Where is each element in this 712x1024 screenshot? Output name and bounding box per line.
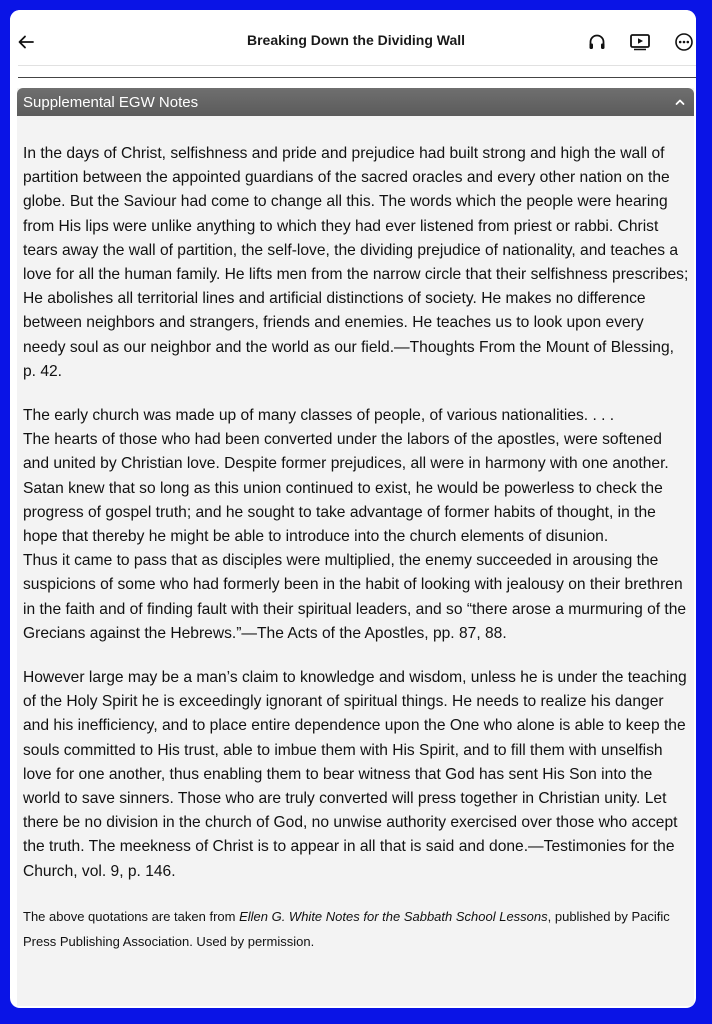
paragraph: [23, 404, 689, 646]
top-divider: [18, 65, 696, 66]
note-text: The above quotations are taken from: [23, 908, 240, 924]
headphones-icon: [587, 32, 607, 52]
page-title: Breaking Down the Dividing Wall: [246, 32, 466, 48]
top-bar: [10, 10, 696, 68]
app-window: [10, 10, 696, 1008]
attribution-note: [23, 904, 689, 954]
more-options-icon: [674, 32, 694, 52]
content-divider: [18, 77, 696, 78]
paragraph: In the days of Christ, selfishness and pride and prejudice had built strong and high the wall of partition between the appointed guardians of the sacred oracles and every other nation on the globe. But the Saviour had come to change all this. The words which the people were hearing from His lips were unlike anything to which they had ever listened from priest or rabbi. Christ tears away the wall of partition, the self-love, the dividing prejudice of nationality, and teaches a love for all the human family. He lifts men from the narrow circle that their selfishness prescribes; He abolishes all territorial lines and artificial distinctions of society. He makes no difference between neighbors and strangers, friends and enemies. He teaches us to look upon every needy soul as our neighbor and the world as our field.—Thoughts From the Mount of Blessing, p. 42.: [23, 145, 689, 380]
paragraph-line: Thus it came to pass that as disciples were multiplied, the enemy succeeded in arousing the suspicions of some who had formerly been in the habit of looking with jealousy on their brethren in the faith and of finding fault with their spiritual leaders, and so “there arose a murmuring of the Grecians against the Hebrews.”—The Acts of the Apostles, pp. 87, 88.: [23, 552, 687, 642]
paragraph: However large may be a man’s claim to knowledge and wisdom, unless he is under the teaching of the Holy Spirit he is exceedingly ignorant of spiritual things. He needs to realize his danger and his inefficiency, and to place entire dependence upon the One who alone is able to keep the souls committed to His trust, able to imbue them with His Spirit, and to fill them with unselfish love for one another, thus enabling them to bear witness that God has sent His Son into the world to save sinners. Those who are truly converted will press together in Christian unity. Let there be no division in the church of God, no unwise authority exercised over those who accept the truth. The meekness of Christ is to appear in all that is said and done.—Testimonies for the Church, vol. 9, p. 146.: [23, 669, 687, 880]
chevron-up-icon[interactable]: [672, 94, 688, 110]
more-options-button[interactable]: [671, 29, 696, 55]
video-button[interactable]: [627, 29, 653, 55]
audio-button[interactable]: [584, 29, 610, 55]
section-header[interactable]: [17, 88, 694, 116]
notes-content: [23, 142, 689, 974]
back-button[interactable]: [12, 28, 40, 56]
note-book-title: Ellen G. White Notes for the Sabbath School Lessons: [239, 908, 548, 924]
paragraph-line: The early church was made up of many classes of people, of various nationalities. . . .: [23, 407, 615, 425]
note-text: , published by Pacific Press Publishing Association. Used by permission.: [23, 908, 670, 949]
supplemental-notes-section: [17, 88, 694, 1006]
arrow-left-icon: [17, 33, 35, 51]
paragraph-line: The hearts of those who had been converted under the labors of the apostles, were softened and united by Christian love. Despite former prejudices, all were in harmony with one another. Satan knew that so long as this union continued to exist, he would be powerless to check the progress of gospel truth; and he sought to take advantage of former habits of thought, in the hope that thereby he might be able to introduce into the church elements of disunion.: [23, 431, 669, 546]
section-title: Supplemental EGW Notes: [23, 94, 199, 111]
play-video-icon: [629, 32, 651, 52]
